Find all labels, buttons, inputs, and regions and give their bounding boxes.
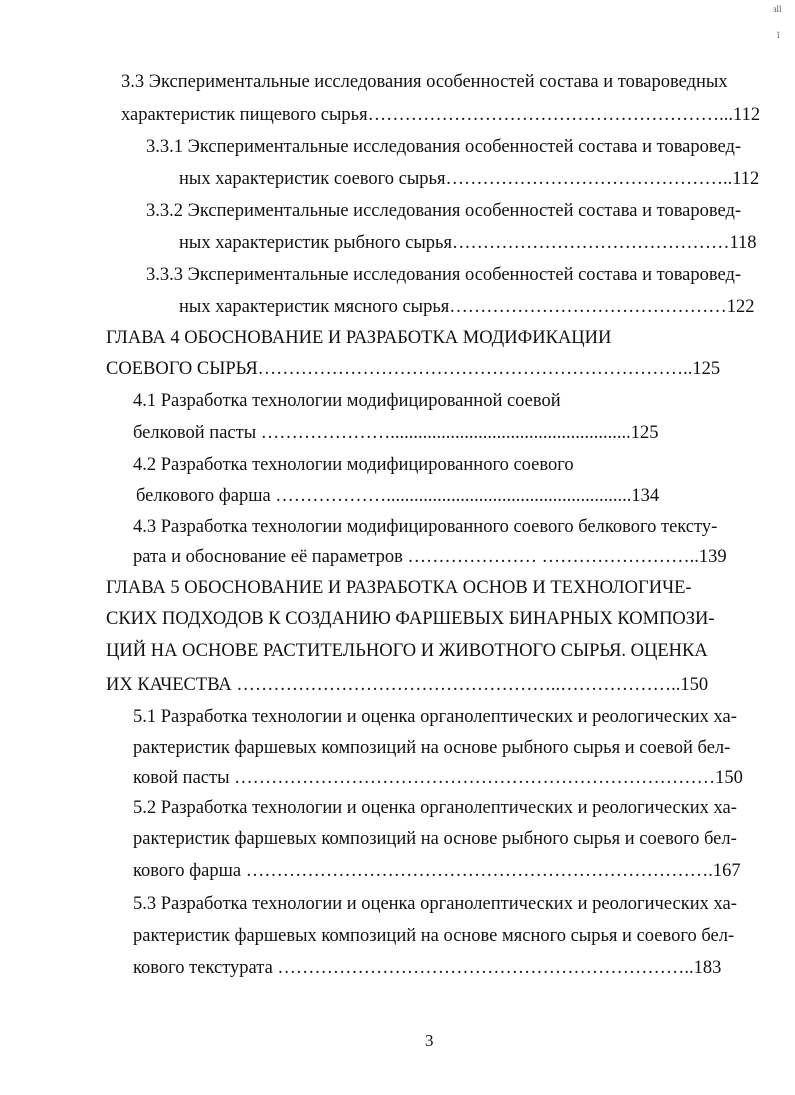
toc-line: 3.3 Экспериментальные исследования особенностей состава и товароведных: [121, 72, 728, 92]
toc-line: рата и обоснование её параметров ………………… ……………………..139: [133, 547, 727, 567]
chapter-heading: ИХ КАЧЕСТВА ……………………………………………..………………..150: [106, 675, 709, 695]
toc-line: кового фарша ………………………………………………………………….167: [133, 861, 741, 881]
toc-line: 4.1 Разработка технологии модифицированной соевой: [133, 391, 561, 411]
toc-line: характеристик пищевого сырья…………………………………………………...112: [121, 105, 761, 125]
corner-mark: зll: [773, 4, 782, 14]
toc-line: кового текстурата …………………………………………………………..183: [133, 958, 722, 978]
toc-line: 5.1 Разработка технологии и оценка органолептических и реологических ха-: [133, 707, 737, 727]
toc-line: рактеристик фаршевых композиций на основе рыбного сырья и соевой бел-: [133, 738, 731, 758]
chapter-heading: ГЛАВА 4 ОБОСНОВАНИЕ И РАЗРАБОТКА МОДИФИКАЦИИ: [106, 328, 612, 348]
toc-line: белковой пасты …………………....................................................125: [133, 423, 659, 443]
toc-line: 3.3.2 Экспериментальные исследования особенностей состава и товаровед-: [146, 201, 742, 221]
page-number: 3: [425, 1031, 434, 1050]
chapter-heading: СКИХ ПОДХОДОВ К СОЗДАНИЮ ФАРШЕВЫХ БИНАРНЫХ КОМПОЗИ-: [106, 609, 715, 629]
chapter-heading: ЦИЙ НА ОСНОВЕ РАСТИТЕЛЬНОГО И ЖИВОТНОГО СЫРЬЯ. ОЦЕНКА: [106, 641, 708, 661]
chapter-heading: ГЛАВА 5 ОБОСНОВАНИЕ И РАЗРАБОТКА ОСНОВ И ТЕХНОЛОГИЧЕ-: [106, 578, 692, 598]
toc-line: ных характеристик соевого сырья………………………………………..112: [179, 169, 760, 189]
toc-line: 3.3.1 Экспериментальные исследования особенностей состава и товаровед-: [146, 137, 742, 157]
toc-line: белкового фарша ……………….....................................................134: [136, 486, 660, 506]
toc-line: 3.3.3 Экспериментальные исследования особенностей состава и товаровед-: [146, 265, 742, 285]
toc-line: рактеристик фаршевых композиций на основе мясного сырья и соевого бел-: [133, 926, 735, 946]
toc-line: 4.2 Разработка технологии модифицированного соевого: [133, 455, 574, 475]
chapter-heading: СОЕВОГО СЫРЬЯ……………………………………………………………..125: [106, 359, 721, 379]
toc-line: 5.2 Разработка технологии и оценка органолептических и реологических ха-: [133, 798, 737, 818]
toc-line: 4.3 Разработка технологии модифицированного соевого белкового тексту-: [133, 517, 718, 537]
corner-mark: ǐ: [777, 30, 780, 40]
toc-line: ковой пасты ……………………………………………………………………150: [133, 768, 743, 788]
toc-line: ных характеристик мясного сырья………………………………………122: [179, 297, 755, 317]
toc-line: рактеристик фаршевых композиций на основе рыбного сырья и соевого бел-: [133, 829, 737, 849]
toc-line: 5.3 Разработка технологии и оценка органолептических и реологических ха-: [133, 894, 737, 914]
toc-line: ных характеристик рыбного сырья………………………………………118: [179, 233, 757, 253]
